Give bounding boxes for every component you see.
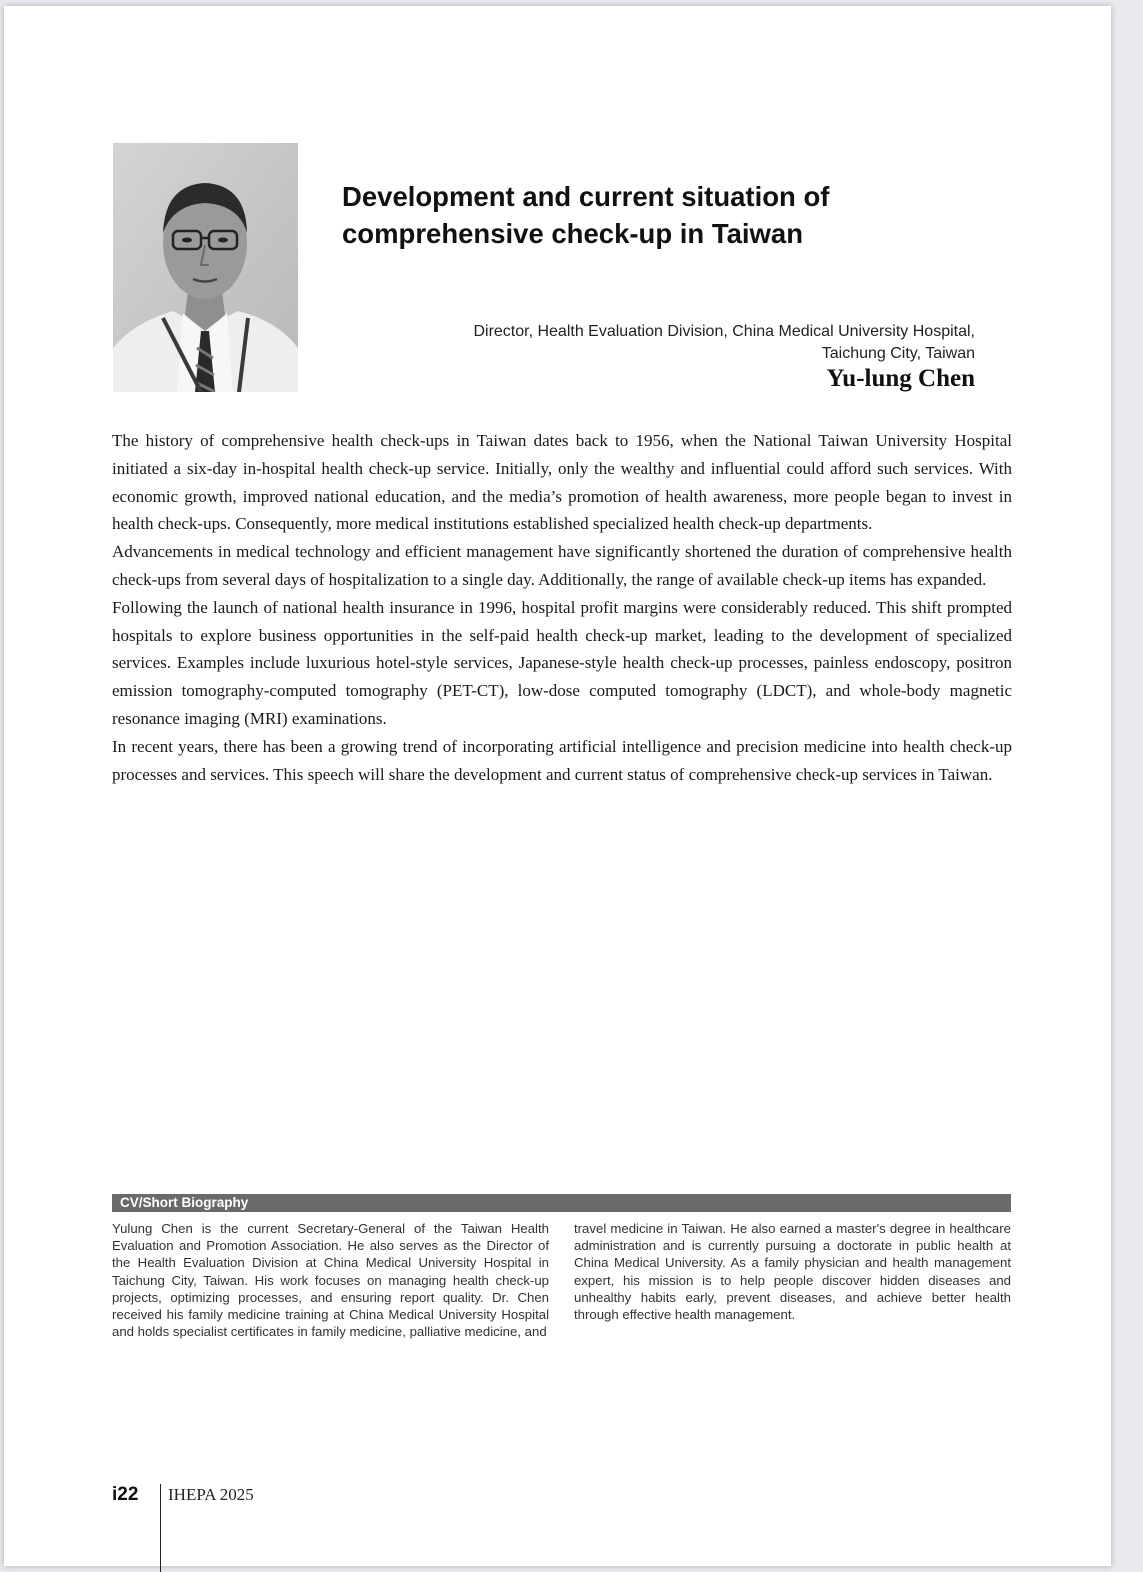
affiliation-line-1: Director, Health Evaluation Division, China Medical University Hospital, — [473, 323, 975, 340]
page-number: i22 — [112, 1484, 139, 1505]
author-photo — [113, 143, 298, 392]
abstract-paragraph-4: In recent years, there has been a growing trend of incorporating artificial intelligence and precision medicine into health check-up processes and services. This speech will share the development and current status of comprehensive check-up services in Taiwan. — [112, 736, 1012, 784]
affiliation-line-2: Taichung City, Taiwan — [821, 345, 975, 362]
title-line-2: comprehensive check-up in Taiwan — [342, 218, 804, 249]
author-affiliation — [355, 321, 975, 365]
abstract-paragraph-1: The history of comprehensive health check-ups in Taiwan dates back to 1956, when the National Taiwan University Hospital initiated a six-day in-hospital health check-up service. Initially, only the wealthy and influential could afford such services. With economic growth, improved national education, and the media’s promotion of health awareness, more people began to invest in health check-ups. Consequently, more medical institutions established specialized health check-up departments. — [112, 431, 1012, 534]
biography-column-2: travel medicine in Taiwan. He also earned a master's degree in healthcare administration and is currently pursuing a doctorate in public health at China Medical University. As a family physician and health management expert, his mission is to help people discover hidden diseases and unhealthy habits early, prevent diseases, and achieve better health through effective health management. — [574, 1221, 1011, 1323]
biography-column-1: Yulung Chen is the current Secretary-General of the Taiwan Health Evaluation and Promotion Association. He also serves as the Director of the Health Evaluation Division at China Medical University Hospital in Taichung City, Taiwan. His work focuses on managing health check-up projects, optimizing processes, and ensuring report quality. Dr. Chen received his family medicine training at China Medical University Hospital and holds specialist certificates in family medicine, palliative medicine, and — [112, 1221, 549, 1340]
abstract-paragraph-2: Advancements in medical technology and efficient management have significantly shortened the duration of comprehensive health check-ups from several days of hospitalization to a single day. Additionally, the range of available check-up items has expanded. — [112, 542, 1012, 589]
abstract-body — [112, 427, 1012, 788]
footer-divider — [160, 1484, 161, 1572]
journal-name: IHEPA 2025 — [168, 1485, 254, 1504]
document-page — [4, 6, 1111, 1566]
author-name: Yu-lung Chen — [826, 365, 975, 392]
title-line-1: Development and current situation of — [342, 181, 830, 212]
biography-columns — [112, 1220, 1011, 1340]
biography-heading: CV/Short Biography — [112, 1194, 1011, 1212]
article-title — [342, 178, 982, 252]
abstract-paragraph-3: Following the launch of national health insurance in 1996, hospital profit margins were considerably reduced. This shift prompted hospitals to explore business opportunities in the self-paid health check-up market, leading to the development of specialized services. Examples include luxurious hotel-style services, Japanese-style health check-up processes, painless endoscopy, positron emission tomography-computed tomography (PET-CT), low-dose computed tomography (LDCT), and whole-body magnetic resonance imaging (MRI) examinations. — [112, 597, 1012, 728]
